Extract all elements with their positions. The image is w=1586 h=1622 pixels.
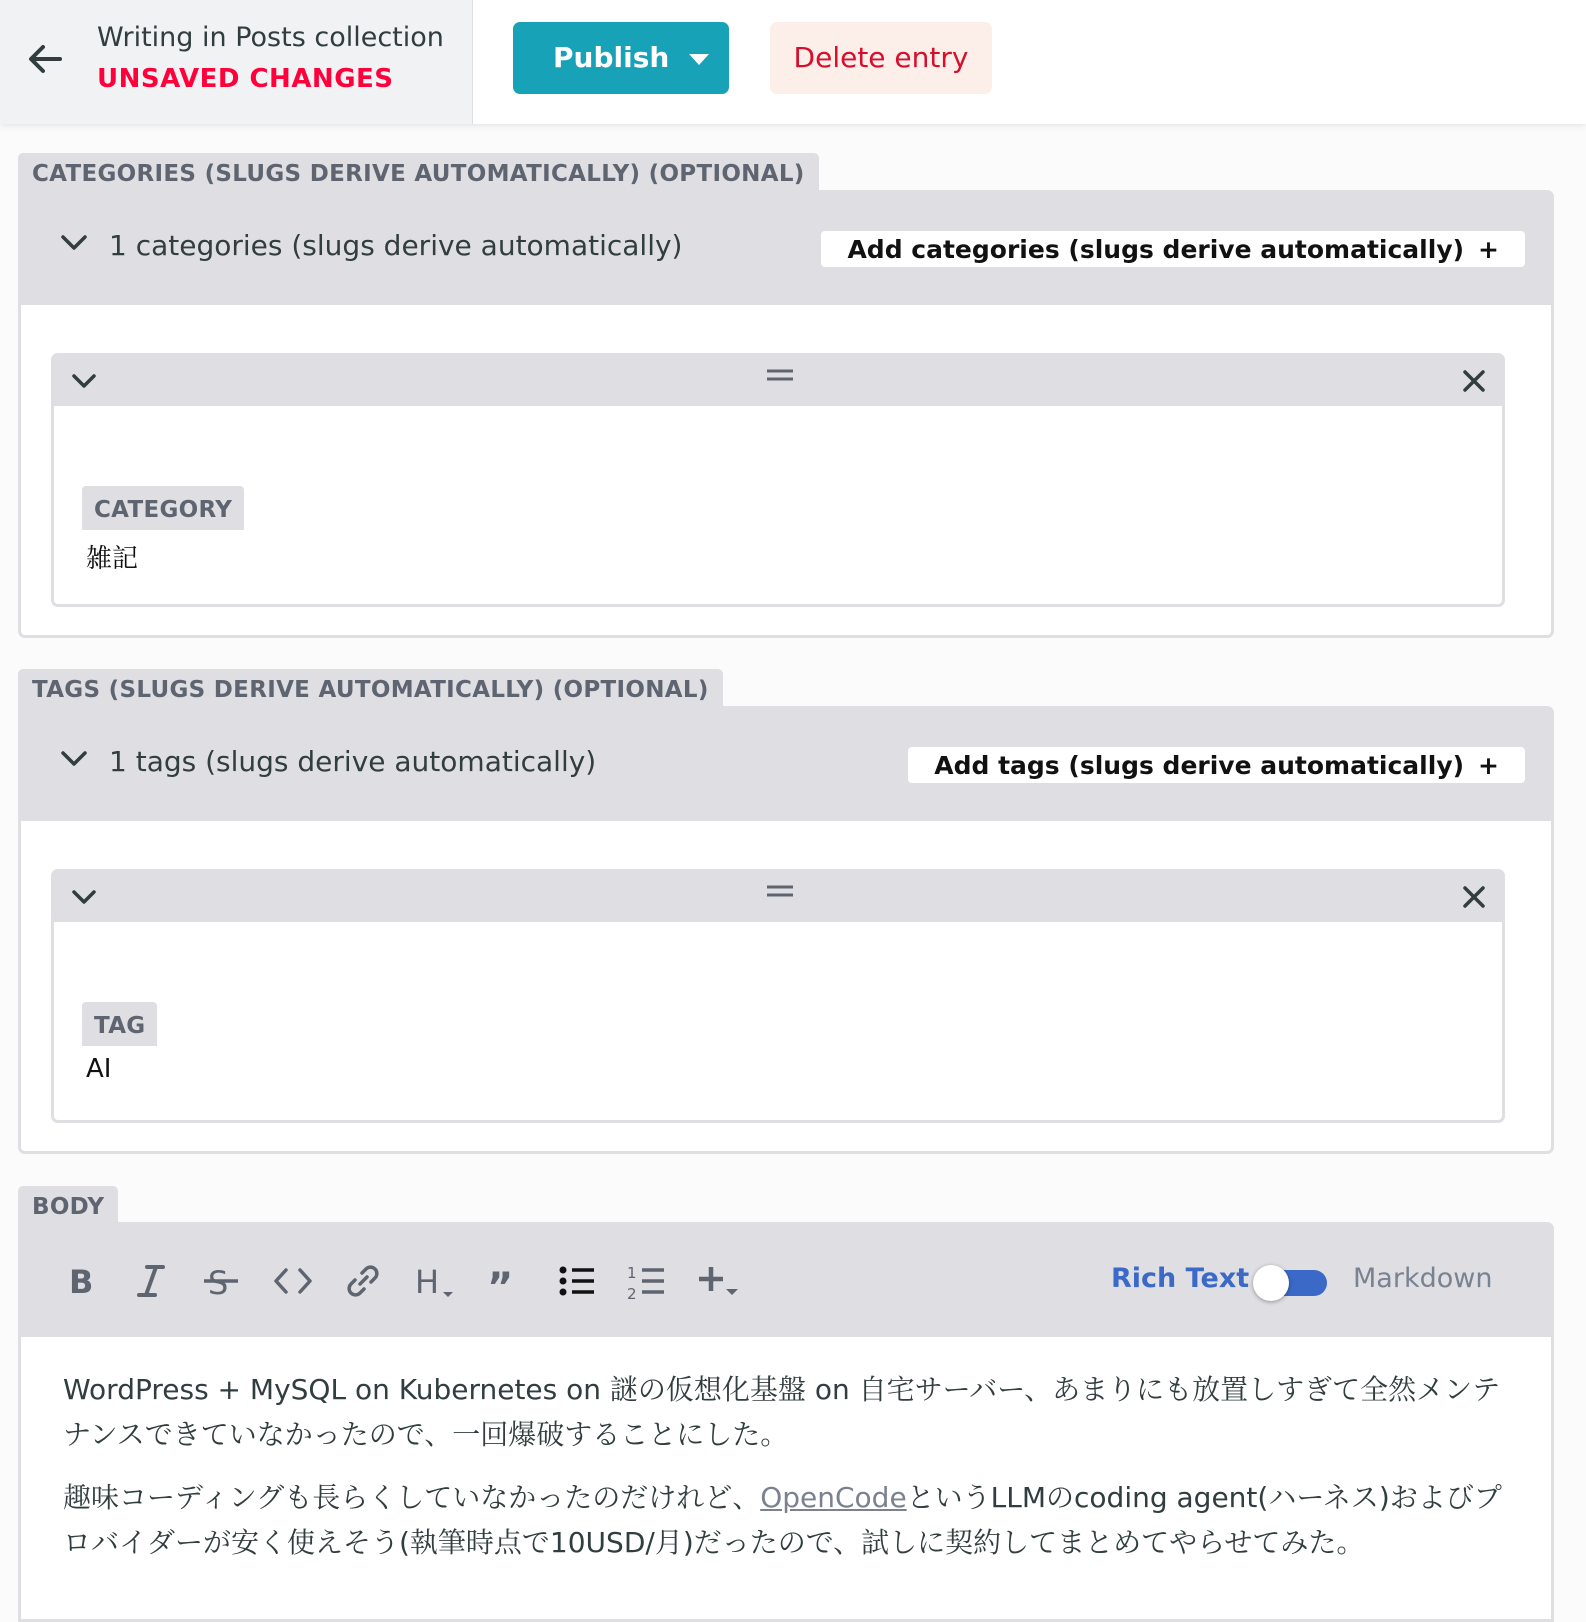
chevron-down-icon[interactable] — [70, 373, 98, 391]
categories-field-label: CATEGORIES (SLUGS DERIVE AUTOMATICALLY) (OPTIONAL) — [18, 153, 819, 191]
publish-button[interactable] — [513, 22, 729, 94]
chevron-down-icon[interactable] — [70, 889, 98, 907]
chevron-down-icon[interactable] — [59, 749, 89, 769]
tags-field-label: TAGS (SLUGS DERIVE AUTOMATICALLY) (OPTIONAL) — [18, 669, 723, 707]
add-category-label: Add categories (slugs derive automatically) — [847, 235, 1465, 264]
plus-icon: + — [1478, 751, 1499, 780]
heading-icon[interactable] — [413, 1259, 457, 1303]
svg-text:S: S — [208, 1264, 229, 1302]
drag-handle-icon[interactable] — [766, 885, 794, 897]
bulleted-list-icon[interactable] — [555, 1259, 599, 1303]
collection-title[interactable]: Writing in Posts collection — [97, 22, 444, 53]
unsaved-status: UNSAVED CHANGES — [97, 64, 394, 94]
svg-text:B: B — [69, 1263, 94, 1301]
body-field-label: BODY — [18, 1186, 118, 1224]
add-tag-label: Add tags (slugs derive automatically) — [934, 751, 1465, 780]
tags-summary: 1 tags (slugs derive automatically) — [109, 745, 597, 778]
quote-icon[interactable] — [483, 1259, 527, 1303]
categories-summary: 1 categories (slugs derive automatically) — [109, 229, 683, 262]
tags-list — [18, 706, 1554, 1154]
drag-handle-icon[interactable] — [766, 369, 794, 381]
arrow-left-icon[interactable] — [26, 42, 64, 76]
category-value[interactable]: 雑記 — [86, 544, 139, 574]
body-editor — [18, 1222, 1554, 1622]
toggle-knob — [1253, 1265, 1289, 1301]
tag-item — [51, 869, 1505, 1123]
editor-mode-toggle[interactable] — [1253, 1265, 1327, 1299]
tag-sub-label: TAG — [82, 1002, 157, 1046]
tag-value[interactable]: AI — [86, 1054, 112, 1084]
categories-list-header — [21, 193, 1551, 305]
tags-list-header — [21, 709, 1551, 821]
chevron-down-icon[interactable] — [59, 233, 89, 253]
add-tag-button[interactable] — [908, 747, 1525, 783]
dropdown-caret-icon[interactable] — [689, 54, 709, 65]
opencode-link[interactable]: OpenCode — [760, 1481, 907, 1514]
category-item — [51, 353, 1505, 607]
plus-icon: + — [1478, 235, 1499, 264]
delete-entry-button[interactable]: Delete entry — [770, 22, 992, 94]
add-component-icon[interactable] — [697, 1259, 741, 1303]
code-icon[interactable] — [271, 1259, 315, 1303]
close-icon[interactable] — [1462, 369, 1486, 393]
italic-icon[interactable] — [129, 1259, 173, 1303]
markdown-mode-label[interactable]: Markdown — [1353, 1263, 1493, 1294]
rich-text-mode-label[interactable]: Rich Text — [1111, 1263, 1250, 1294]
categories-list — [18, 190, 1554, 638]
svg-text:2: 2 — [627, 1285, 637, 1303]
body-paragraph: WordPress + MySQL on Kubernetes on 謎の仮想化基盤 on 自宅サーバー、あまりにも放置しすぎて全然メンテナンスできていなかったので、一回爆破することにした。 — [63, 1373, 1501, 1451]
svg-text:1: 1 — [627, 1264, 637, 1282]
body-paragraph — [63, 1475, 1513, 1565]
body-content[interactable] — [63, 1367, 1513, 1583]
add-category-button[interactable] — [821, 231, 1525, 267]
numbered-list-icon[interactable] — [625, 1259, 669, 1303]
strikethrough-icon[interactable] — [199, 1259, 243, 1303]
link-icon[interactable] — [341, 1259, 385, 1303]
close-icon[interactable] — [1462, 885, 1486, 909]
svg-text:H: H — [415, 1263, 440, 1301]
publish-label: Publish — [553, 41, 670, 74]
tag-item-header — [54, 872, 1502, 922]
category-item-header — [54, 356, 1502, 406]
editor-topbar — [0, 0, 1586, 124]
paragraph-text: 趣味コーディングも長らくしていなかったのだけれど、 — [63, 1481, 761, 1514]
editor-toolbar — [21, 1225, 1551, 1337]
paragraph-text: というLLMのcoding agent(ハーネス)およびプロバイダーが安く使えそう(執筆時点で10USD/月)だったので、試しに契約してまとめてやらせてみた。 — [63, 1481, 1502, 1559]
svg-text:”: ” — [487, 1265, 514, 1303]
bold-icon[interactable] — [59, 1259, 103, 1303]
back-to-collection[interactable] — [0, 0, 473, 124]
category-sub-label: CATEGORY — [82, 486, 244, 530]
